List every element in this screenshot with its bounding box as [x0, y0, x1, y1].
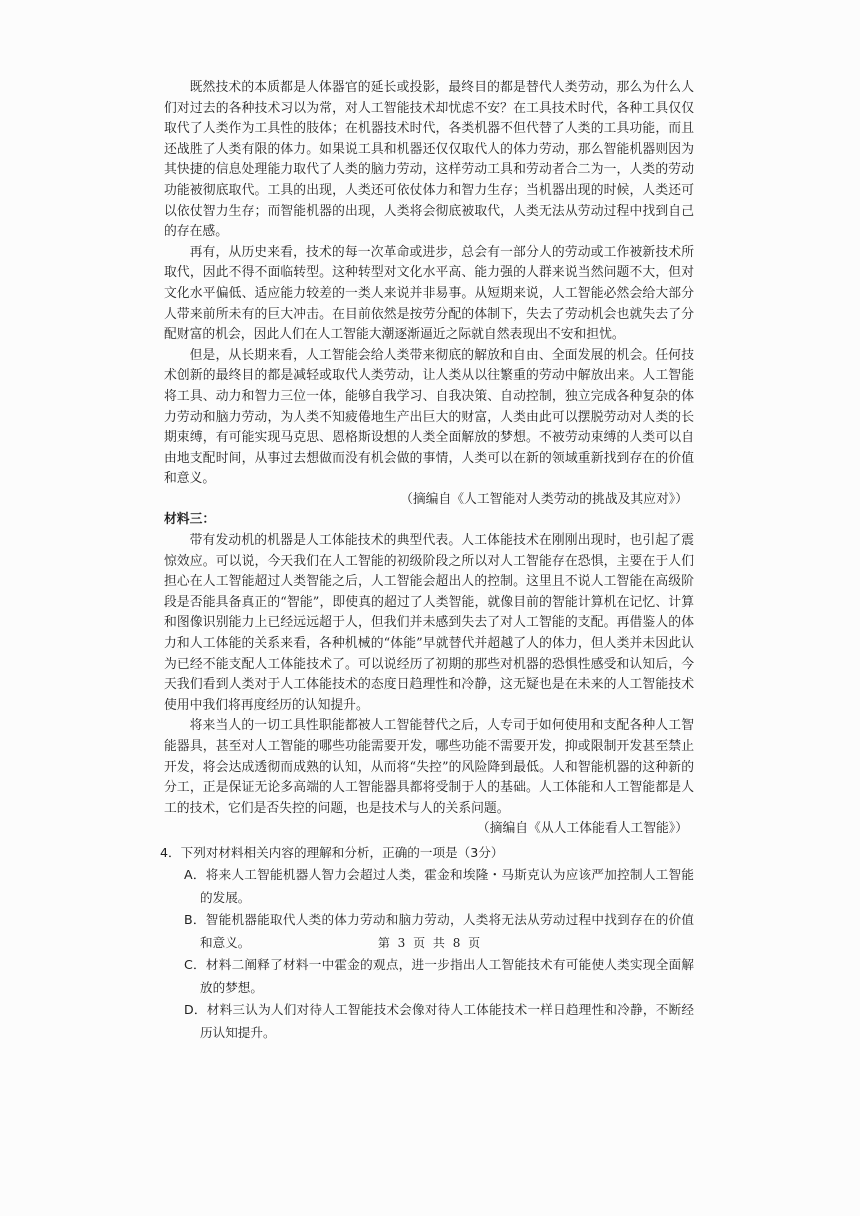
- paragraph: 将来当人的一切工具性职能都被人工智能替代之后，人专司于如何使用和支配各种人工智能器具，甚至对人工智能的哪些功能需要开发，哪些功能不需要开发，抑或限制开发甚至禁止开发，将会达成透彻而成熟的认知，从而将“失控”的风险降到最低。人和智能机器的这种新的分工，正是保证无论多高端的人工智能器具都将受制于人的基础。人工体能和人工智能都是人工的技术，它们是否失控的问题，也是技术与人的关系问题。: [164, 718, 694, 816]
- paragraph: 但是，从长期来看，人工智能会给人类带来彻底的解放和自由、全面发展的机会。任何技术创新的最终目的都是减轻或取代人类劳动，让人类从以往繁重的劳动中解放出来。人工智能将工具、动力和智力三位一体，能够自我学习、自我决策、自动控制，独立完成各种复杂的体力劳动和脑力劳动，为人类不知疲倦地生产出巨大的财富，人类由此可以摆脱劳动对人类的长期束缚，有可能实现马克思、恩格斯设想的人类全面解放的梦想。不被劳动束缚的人类可以自由地支配时间，从事过去想做而没有机会做的事情，人类可以在新的领域重新找到存在的价值和意义。: [164, 347, 694, 487]
- option-d: D．材料三认为人们对待人工智能技术会像对待人工体能技术一样日趋理性和冷静，不断经历认知提升。: [184, 1002, 694, 1040]
- paragraph: 既然技术的本质都是人体器官的延长或投影，最终目的都是替代人类劳动，那么为什么人们对过去的各种技术习以为常，对人工智能技术却忧虑不安？在工具技术时代，各种工具仅仅取代了人类作为工具性的肢体；在机器技术时代，各类机器不但代替了人类的工具功能，而且还战胜了人类有限的体力。如果说工具和机器还仅仅取代人的体力劳动，那么智能机器则因为其快捷的信息处理能力取代了人类的脑力劳动，这样劳动工具和劳动者合二为一，人类的劳动功能被彻底取代。工具的出现，人类还可依仗体力和智力生存；当机器出现的时候，人类还可以依仗智力生存；而智能机器的出现，人类将会彻底被取代，人类无法从劳动过程中找到自己的存在感。: [164, 80, 694, 240]
- option-b: B．智能机器能取代人类的体力劳动和脑力劳动，人类将无法从劳动过程中找到存在的价值和意义。: [184, 912, 694, 950]
- option-a: A．将来人工智能机器人智力会超过人类，霍金和埃隆・马斯克认为应该严加控制人工智能的发展。: [184, 867, 694, 905]
- question-stem: 4．下列对材料相关内容的理解和分析，正确的一项是（3分）: [160, 844, 504, 860]
- paragraph: 再有，从历史来看，技术的每一次革命或进步，总会有一部分人的劳动或工作被新技术所取代，因此不得不面临转型。这种转型对文化水平高、能力强的人群来说当然问题不大，但对文化水平偏低、适应能力较差的一类人来说并非易事。从短期来说，人工智能必然会给大部分人带来前所未有的巨大冲击。在目前依然是按劳分配的体制下，失去了劳动机会也就失去了分配财富的机会，因此人们在人工智能大潮逐渐逼近之际就自然表现出不安和担忧。: [164, 244, 694, 343]
- paragraph: 带有发动机的机器是人工体能技术的典型代表。人工体能技术在刚刚出现时，也引起了震惊效应。可以说，今天我们在人工智能的初级阶段之所以对人工智能存在恐惧，主要在于人们担心在人工智能超过人类智能之后，人工智能会超出人的控制。这里且不说人工智能在高级阶段是否能具备真正的“智能”，即使真的超过了人类智能，就像目前的智能计算机在记忆、计算和图像识别能力上已经远远超于人，但我们并未感到失去了对人工智能的支配。再借鉴人的体力和人工体能的关系来看，各种机械的“体能”早就替代并超越了人的体力，但人类并未因此认为已经不能支配人工体能技术了。可以说经历了初期的那些对机器的恐惧性感受和认知后，今天我们看到人类对于人工体能技术的态度日趋理性和冷静，这无疑也是在未来的人工智能技术使用中我们将再度经历的认知提升。: [164, 533, 694, 713]
- answer-options: [164, 864, 694, 1044]
- page-content: [160, 78, 694, 1044]
- option-c: C．材料二阐释了材料一中霍金的观点，进一步指出人工智能技术有可能使人类实现全面解放的梦想。: [184, 957, 694, 995]
- page-footer: 第 3 页 共 8 页: [377, 936, 483, 950]
- material-heading: 材料三：: [164, 512, 216, 528]
- source-citation: （摘编自《从人工体能看人工智能》）: [476, 821, 688, 837]
- source-citation: （摘编自《人工智能对人类劳动的挑战及其应对》）: [400, 491, 688, 507]
